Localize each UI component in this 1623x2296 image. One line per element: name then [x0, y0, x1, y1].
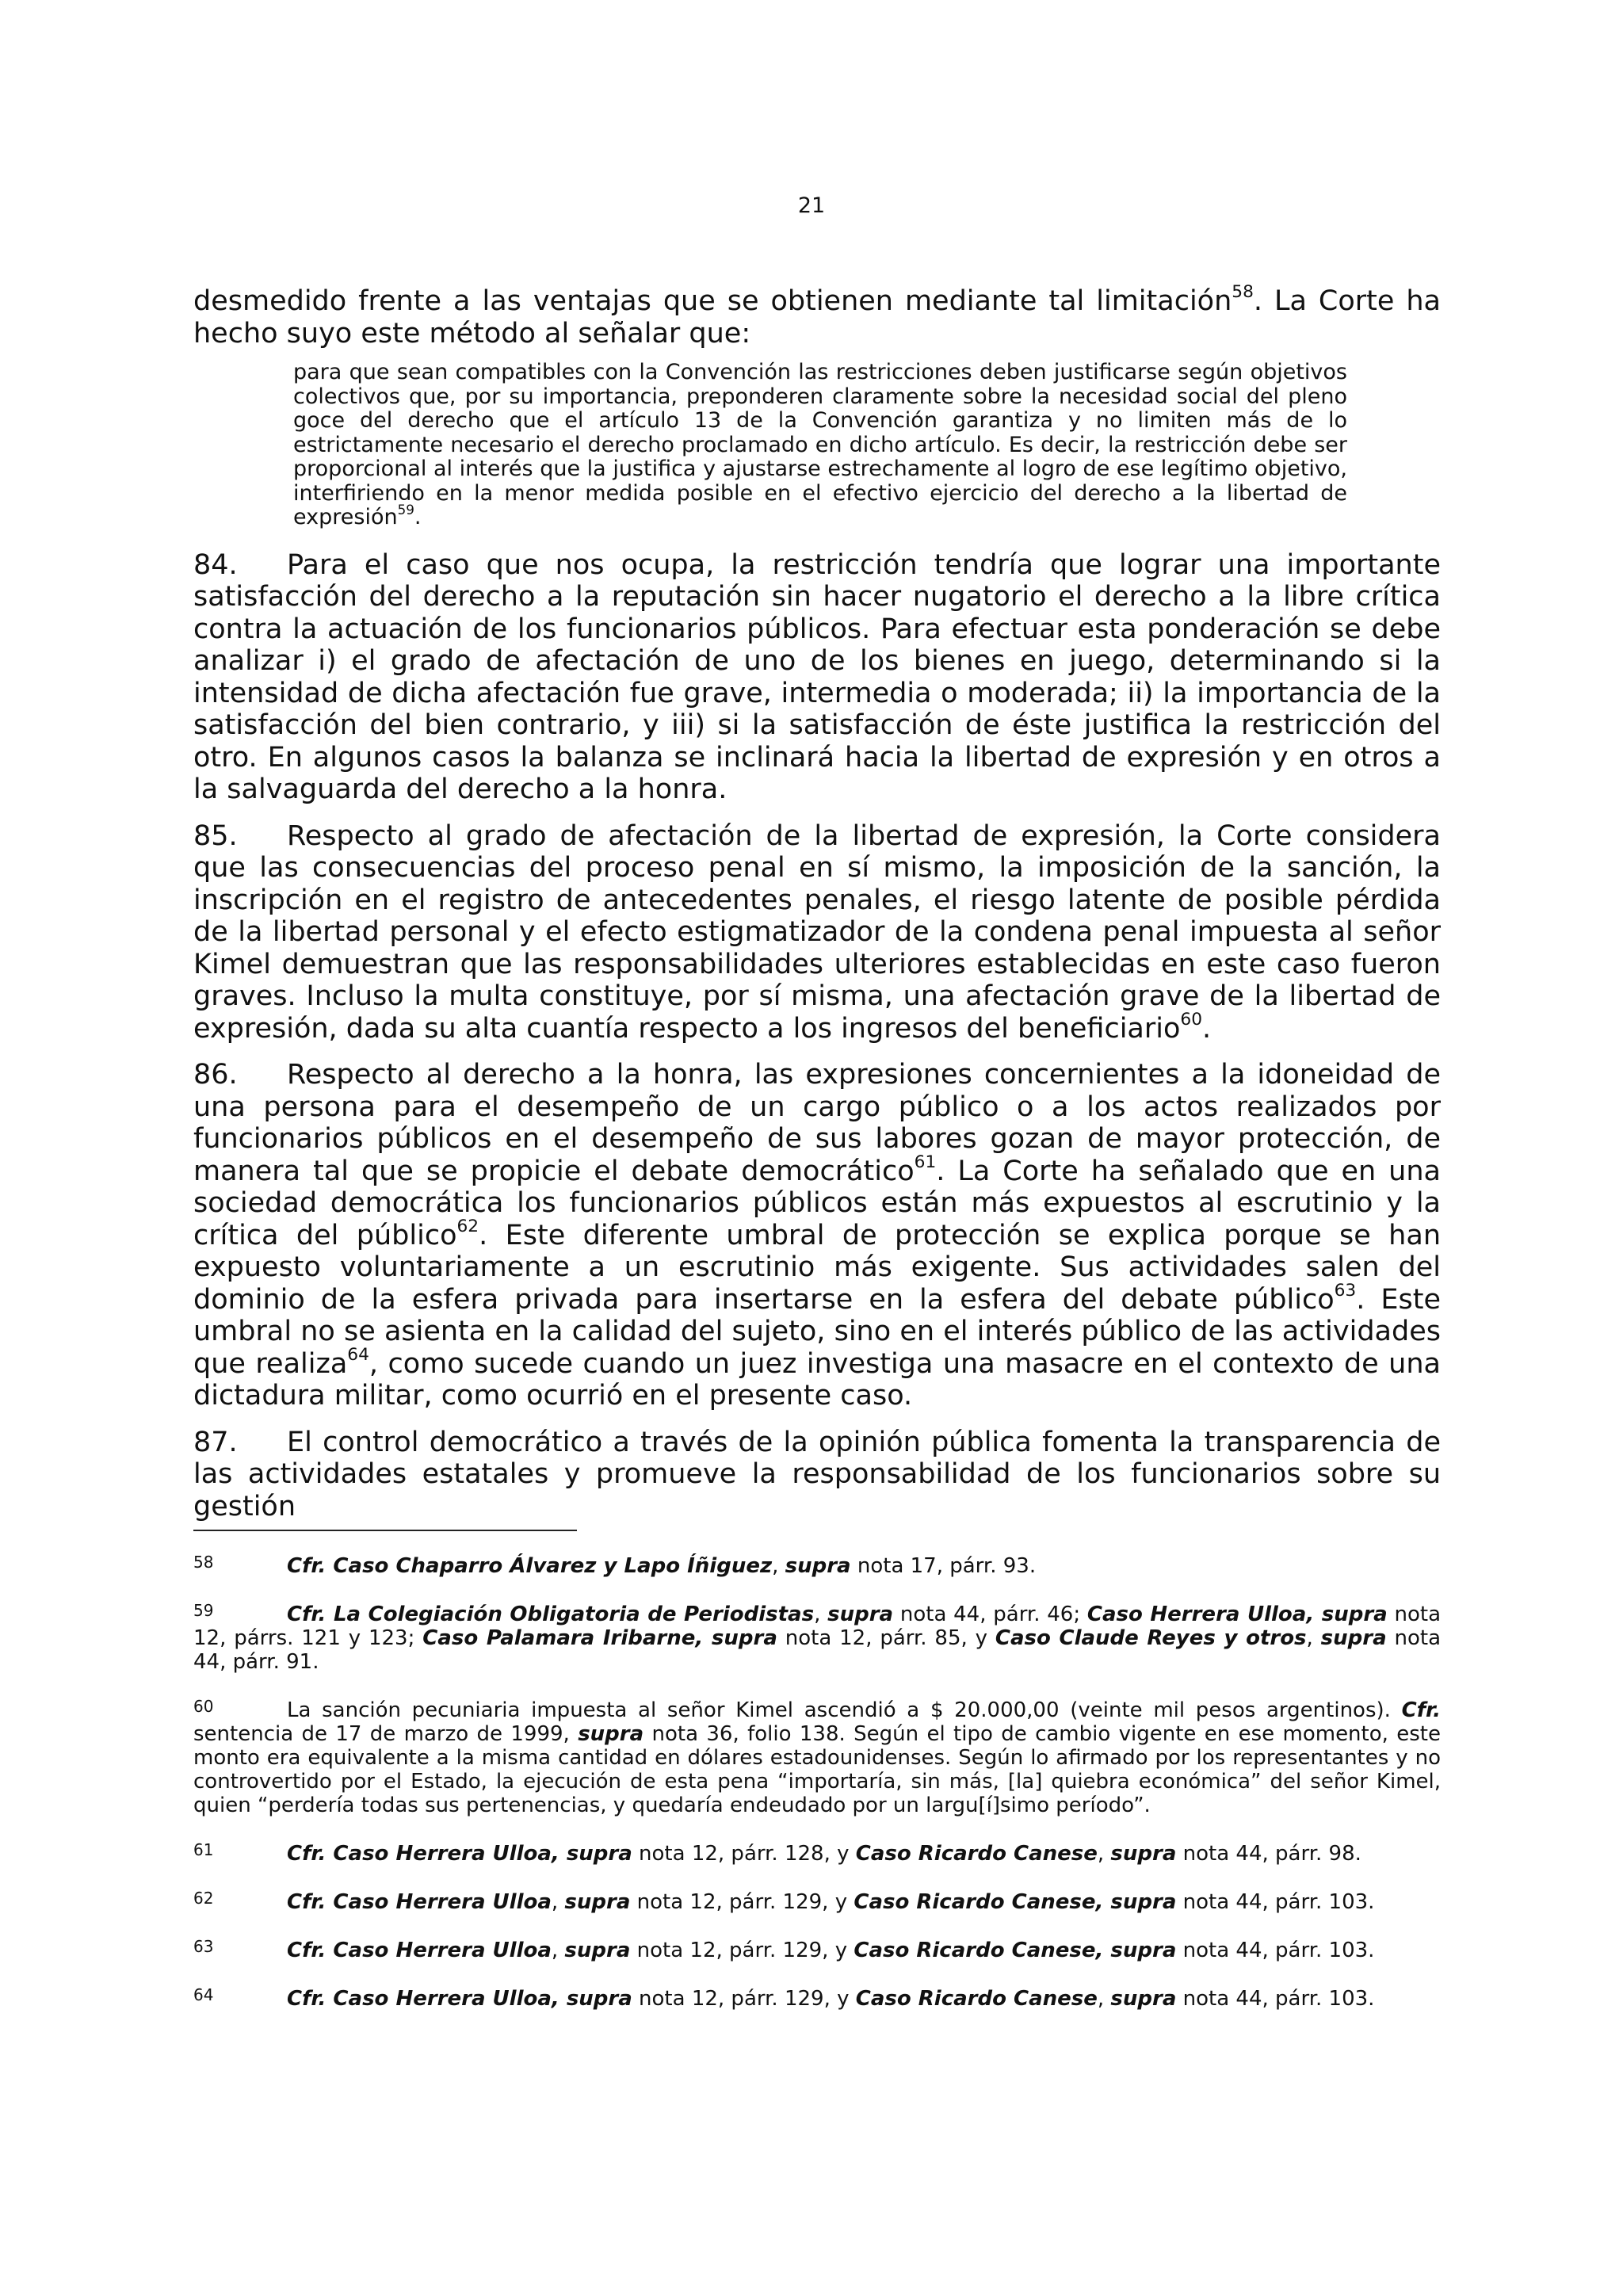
footnote-citation: Caso Ricardo Canese, supra — [854, 1939, 1177, 1962]
footnote-text: nota 44, párr. 98. — [1176, 1842, 1361, 1866]
block-quote — [293, 361, 1347, 530]
paragraph-85 — [193, 820, 1441, 1045]
footnote-ref-61[interactable]: 61 — [914, 1152, 937, 1172]
footnote-text: nota 44, párr. 103. — [1176, 1987, 1375, 2011]
quote-text: para que sean compatibles con la Convención las restricciones deben justificarse según objetivos colectivos que, por su importancia, preponderen claramente sobre la necesidad social del pleno goce del derecho que el artículo 13 de la Convención garantiza y no limiten más de lo estrictamente necesario el derecho proclamado en dicho artículo. Es decir, la restricción debe ser proporcional al interés que la justifica y ajustarse estrechamente al logro de ese legítimo objetivo, interfiriendo en la menor medida posible en el efectivo ejercicio del derecho a la libertad de expresión — [293, 360, 1347, 529]
footnote-citation: Caso Ricardo Canese — [855, 1842, 1098, 1866]
footnote-number: 62 — [193, 1889, 214, 1908]
footnote-text: sentencia de 17 de marzo de 1999, — [193, 1722, 579, 1746]
footnote-citation: Caso Herrera Ulloa, supra — [1086, 1603, 1388, 1626]
footnote-text: , — [814, 1603, 828, 1626]
paragraph-text: El control democrático a través de la opinión pública fomenta la transparencia de las actividades estatales y promueve la responsabilidad de los funcionarios sobre su gestión — [193, 1426, 1441, 1522]
footnote-citation: Caso Claude Reyes y otros — [995, 1626, 1307, 1650]
footnote-citation: supra — [578, 1722, 644, 1746]
footnote-64 — [193, 1983, 1441, 2011]
intro-text-b: . La Corte ha hecho suyo este método al señalar que: — [193, 285, 1441, 350]
footnote-ref-59[interactable]: 59 — [397, 501, 414, 518]
paragraph-86 — [193, 1059, 1441, 1412]
footnote-text: nota 12, párr. 128, y — [632, 1842, 856, 1866]
footnote-text: nota 12, párrs. 121 y 123; — [193, 1603, 1442, 1650]
footnote-text: nota 44, párr. 46; — [893, 1603, 1087, 1626]
footnote-number: 58 — [193, 1553, 214, 1572]
footnote-number: 63 — [193, 1937, 214, 1956]
footnote-citation: Cfr. Caso Herrera Ulloa, supra — [287, 1842, 632, 1866]
footnote-text: , — [551, 1939, 565, 1962]
paragraph-text-end: . — [1202, 1012, 1212, 1045]
footnote-text: nota 17, párr. 93. — [850, 1554, 1037, 1578]
footnote-citation: Caso Ricardo Canese, supra — [854, 1890, 1177, 1914]
footnote-number: 59 — [193, 1601, 214, 1620]
footnote-citation: Caso Palamara Iribarne, supra — [422, 1626, 777, 1650]
footnote-59 — [193, 1599, 1441, 1674]
footnote-citation: supra — [827, 1603, 894, 1626]
paragraph-text: . Este umbral no se asienta en la calidad del sujeto, sino en el interés público de las actividades que realiza — [193, 1283, 1441, 1380]
footnote-citation: supra — [564, 1939, 631, 1962]
footnote-60 — [193, 1694, 1441, 1817]
footnote-62 — [193, 1886, 1441, 1914]
intro-text-a: desmedido frente a las ventajas que se obtienen mediante tal limitación — [193, 285, 1232, 317]
footnotes — [193, 1530, 1441, 2031]
footnote-citation: supra — [1110, 1842, 1177, 1866]
paragraph-number: 84. — [193, 548, 238, 581]
footnote-text: nota 36, folio 138. Según el tipo de cambio vigente en ese momento, este monto era equivalente a la misma cantidad en dólares estadounidenses. Según lo afirmado por los representantes y no controvertido por el Estado, la ejecución de esta pena “importaría, sin más, [la] quiebra económica” del señor Kimel, quien “perdería todas sus pertenencias, y quedaría endeudado por un largu[í]simo período”. — [193, 1722, 1441, 1817]
footnote-citation: supra — [564, 1890, 631, 1914]
footnote-separator — [193, 1530, 577, 1531]
paragraph-text: . Este diferente umbral de protección se explica porque se han expuesto voluntariamente a un escrutinio más exigente. Sus actividades salen del dominio de la esfera privada para insertarse en la esfera del debate público — [193, 1219, 1441, 1316]
footnote-citation: supra — [785, 1554, 851, 1578]
footnote-citation: supra — [1320, 1626, 1387, 1650]
footnote-text: nota 44, párr. 103. — [1176, 1939, 1375, 1962]
footnote-text: nota 44, párr. 103. — [1176, 1890, 1375, 1914]
paragraph-87 — [193, 1427, 1441, 1523]
footnote-ref-63[interactable]: 63 — [1334, 1280, 1357, 1301]
intro-paragraph — [193, 282, 1441, 350]
footnote-citation: supra — [1110, 1987, 1177, 2011]
footnote-citation: Cfr. La Colegiación Obligatoria de Periodistas — [287, 1603, 815, 1626]
footnote-citation: Cfr. Caso Herrera Ulloa — [287, 1939, 552, 1962]
footnote-text: nota 12, párr. 129, y — [630, 1939, 854, 1962]
paragraph-number: 86. — [193, 1059, 238, 1091]
page-number: 21 — [797, 193, 826, 218]
footnote-text: , — [1097, 1842, 1111, 1866]
paragraph-text: . La Corte ha señalado que en una sociedad democrática los funcionarios públicos están más expuestos al escrutinio y la crítica del público — [193, 1155, 1441, 1251]
footnote-text: nota 44, párr. 91. — [193, 1626, 1441, 1674]
footnote-citation: Cfr. Caso Chaparro Álvarez y Lapo Íñiguez — [287, 1554, 773, 1578]
footnote-text: nota 12, párr. 129, y — [632, 1987, 856, 2011]
paragraph-number: 85. — [193, 819, 238, 852]
footnote-citation: Caso Ricardo Canese — [855, 1987, 1098, 2011]
paragraph-84 — [193, 549, 1441, 806]
footnote-text: , — [1097, 1987, 1111, 2011]
footnote-number: 60 — [193, 1697, 214, 1716]
footnote-citation: Cfr. — [1401, 1698, 1441, 1722]
footnote-number: 64 — [193, 1985, 214, 2004]
paragraph-number: 87. — [193, 1426, 238, 1458]
paragraph-text: Para el caso que nos ocupa, la restricción tendría que lograr una importante satisfacción del derecho a la reputación sin hacer nugatorio el derecho a la libre crítica contra la actuación de los funcionarios públicos. Para efectuar esta ponderación se debe analizar i) el grado de afectación de uno de los bienes en juego, determinando si la intensidad de dicha afectación fue grave, intermedia o moderada; ii) la importancia de la satisfacción del bien contrario, y iii) si la satisfacción de éste justifica la restricción del otro. En algunos casos la balanza se inclinará hacia la libertad de expresión y en otros a la salvaguarda del derecho a la honra. — [193, 548, 1441, 805]
footnote-text: , — [772, 1554, 785, 1578]
footnote-63 — [193, 1935, 1441, 1962]
footnote-citation: Cfr. Caso Herrera Ulloa, supra — [287, 1987, 632, 2011]
footnote-ref-62[interactable]: 62 — [456, 1216, 479, 1236]
paragraph-text: Respecto al derecho a la honra, las expresiones concernientes a la idoneidad de una persona para el desempeño de un cargo público o a los actos realizados por funcionarios públicos en el desempeño de sus labores gozan de mayor protección, de manera tal que se propicie el debate democrático — [193, 1059, 1441, 1187]
footnote-citation: Cfr. Caso Herrera Ulloa — [287, 1890, 552, 1914]
footnote-ref-58[interactable]: 58 — [1232, 282, 1254, 303]
paragraph-text: , como sucede cuando un juez investiga una masacre en el contexto de una dictadura militar, como ocurrió en el presente caso. — [193, 1347, 1441, 1412]
footnote-number: 61 — [193, 1840, 214, 1859]
footnote-text: nota 12, párr. 129, y — [630, 1890, 854, 1914]
footnote-text: nota 12, párr. 85, y — [777, 1626, 995, 1650]
quote-tail: . — [414, 505, 422, 529]
footnote-ref-60[interactable]: 60 — [1180, 1009, 1203, 1030]
footnote-58 — [193, 1550, 1441, 1578]
footnote-61 — [193, 1838, 1441, 1866]
paragraph-text: Respecto al grado de afectación de la libertad de expresión, la Corte considera que las consecuencias del proceso penal en sí mismo, la imposición de la sanción, la inscripción en el registro de antecedentes penales, el riesgo latente de posible pérdida de la libertad personal y el efecto estigmatizador de la condena penal impuesta al señor Kimel demuestran que las responsabilidades ulteriores establecidas en este caso fueron graves. Incluso la multa constituye, por sí misma, una afectación grave de la libertad de expresión, dada su alta cuantía respecto a los ingresos del beneficiario — [193, 819, 1441, 1045]
footnote-text: , — [551, 1890, 565, 1914]
body-text — [193, 282, 1441, 1537]
footnote-text: La sanción pecuniaria impuesta al señor Kimel ascendió a $ 20.000,00 (veinte mil pesos argentinos). — [287, 1698, 1402, 1722]
footnote-text: , — [1306, 1626, 1321, 1650]
footnote-ref-64[interactable]: 64 — [347, 1344, 369, 1365]
